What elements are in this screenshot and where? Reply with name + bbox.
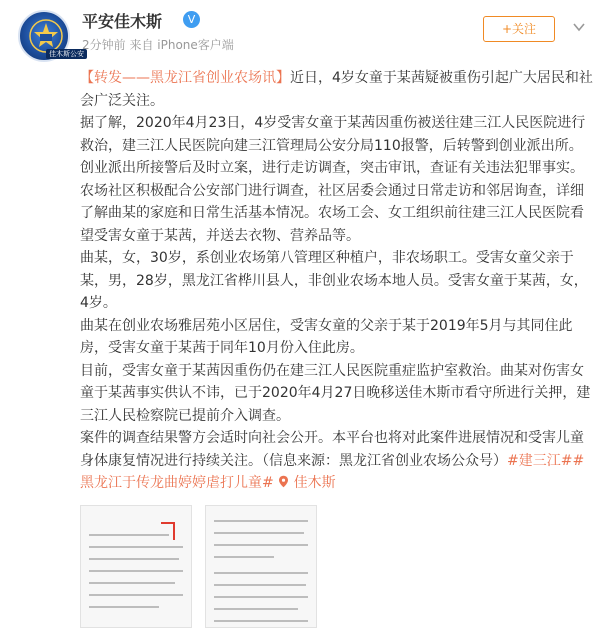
post-paragraph: 据了解，2020年4月23日，4岁受害女童于某茜因重伤被送往建三江人民医院进行救治，建三江人民医院向建三江管理局公安分局110报警，后转警到创业派出所。: [80, 115, 586, 154]
post-paragraph-text: 案件的调查结果警方会适时向社会公开。本平台也将对此案件进展情况和受害儿童身体康复情况进行持续关注。（信息来源：黑龙江省创业农场公众号）: [80, 430, 584, 469]
location-pin-icon: [278, 475, 289, 488]
image-thumbnails: [80, 505, 594, 628]
avatar-tag: 佳木斯公安: [46, 49, 87, 59]
post-meta: 2分钟前 来自 iPhone客户端: [82, 38, 234, 52]
post-content: [80, 67, 594, 495]
thumbnail-image[interactable]: [80, 505, 192, 628]
thumbnail-image[interactable]: [205, 505, 317, 628]
username[interactable]: 平安佳木斯: [82, 12, 163, 31]
post-paragraph: 创业派出所接警后及时立案，进行走访调查，突击审讯，查证有关违法犯罪事实。农场社区积极配合公安部门进行调查，社区居委会通过日常走访和邻居询查，详细了解曲某的家庭和日常生活基本情况。农场工会、女工组织前往建三江人民医院看望受害女童于某茜，并送去衣物、营养品等。: [80, 160, 584, 244]
post-paragraph: 曲某，女，30岁，系创业农场第八管理区种植户，非农场职工。受害女童父亲于某，男，28岁，黑龙江省桦川县人，非创业农场本地人员。受害女童于某茜，女，4岁。: [80, 250, 588, 311]
post-paragraph: [80, 67, 594, 112]
avatar[interactable]: [18, 10, 84, 62]
post-paragraph: 曲某在创业农场雅居苑小区居住，受害女童的父亲于某于2019年5月与其同住此房，受害女童于某茜于同年10月份入住此房。: [80, 317, 573, 356]
post-paragraph: 目前，受害女童于某茜因重伤仍在建三江人民医院重症监护室救治。曲某对伤害女童于某茜事实供认不讳，已于2020年4月27日晚移送佳木斯市看守所进行关押，建三江人民检察院已提前介入调查。: [80, 362, 591, 424]
hashtag-link[interactable]: #建三江#: [507, 452, 573, 469]
post-paragraph: [80, 427, 594, 495]
verified-badge-icon: V: [183, 11, 200, 28]
location-link[interactable]: [274, 475, 336, 491]
location-label: 佳木斯: [293, 475, 336, 491]
chevron-down-icon[interactable]: [570, 18, 588, 36]
hashtag-link[interactable]: #黑龙江于传龙曲婷婷虐打儿童#: [80, 452, 585, 491]
post-paragraph-text: 近日，4岁女童于某茜疑被重伤引起广大居民和社会广泛关注。: [80, 70, 593, 109]
repost-source-link[interactable]: 【转发——黑龙江省创业农场讯】: [80, 70, 290, 86]
follow-button[interactable]: +关注: [483, 16, 555, 42]
post-header: [0, 0, 601, 70]
